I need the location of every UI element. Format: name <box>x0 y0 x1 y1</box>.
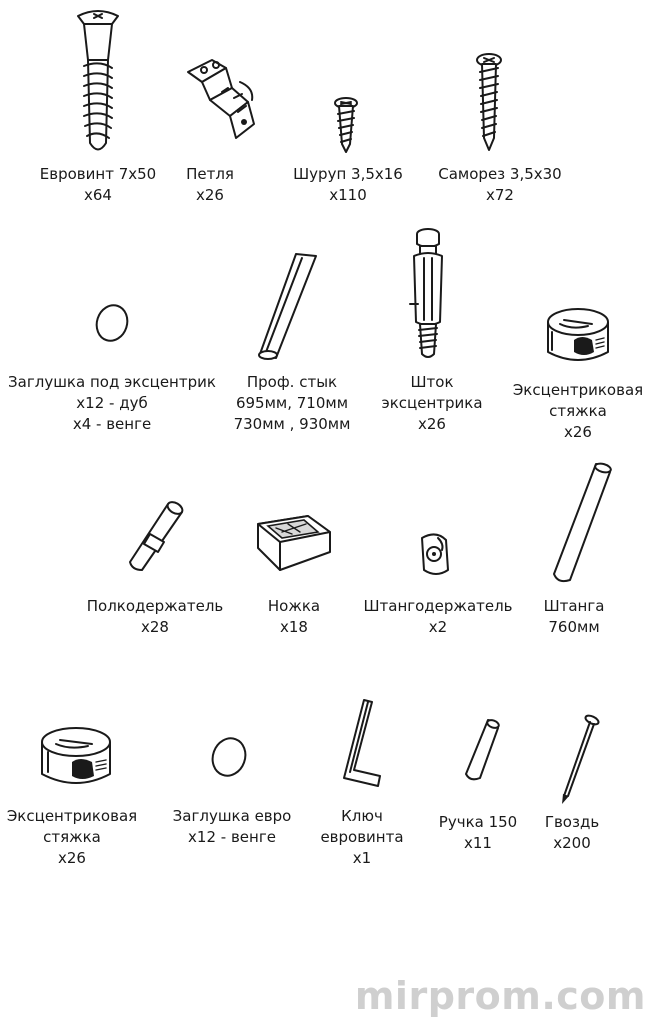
cam-lock-icon <box>542 304 614 368</box>
part-qty: х18 <box>280 618 308 636</box>
part-label: Ключ <box>341 807 383 825</box>
part-qty: х1 <box>352 849 372 867</box>
caption-styazhka-1 <box>513 380 643 443</box>
profile-joint-icon <box>256 248 326 364</box>
caption-shurup <box>293 164 403 206</box>
eccentric-rod-icon <box>404 222 452 362</box>
part-label: Шток <box>410 373 454 391</box>
part-label: Проф. стык <box>246 373 338 391</box>
cam-lock-icon <box>36 722 116 792</box>
part-qty: х11 <box>464 834 492 852</box>
part-label: Ручка 150 <box>438 813 518 831</box>
part-label: эксцентрика <box>381 394 483 412</box>
part-label: Заглушка под эксцентрик <box>8 373 216 391</box>
part-qty: х64 <box>84 186 112 204</box>
self-tapping-screw-icon <box>474 52 504 152</box>
hex-key-icon <box>334 696 390 792</box>
part-label: стяжка <box>549 402 607 420</box>
part-qty: х26 <box>196 186 224 204</box>
part-qty: х72 <box>486 186 514 204</box>
handle-icon <box>460 716 504 786</box>
wood-screw-icon <box>332 96 360 154</box>
part-label: Заглушка евро <box>172 807 292 825</box>
part-label: Штанга <box>543 597 605 615</box>
nail-icon <box>552 712 602 804</box>
caption-shtangoderzh <box>363 596 512 638</box>
caption-samorez <box>438 164 561 206</box>
part-detail: 695мм, 710мм <box>235 394 349 412</box>
caption-polkoderzh <box>87 596 224 638</box>
part-qty: х2 <box>428 618 448 636</box>
part-label: Эксцентриковая <box>6 807 138 825</box>
part-qty: х200 <box>553 834 591 852</box>
part-qty: х28 <box>141 618 169 636</box>
caption-gvozd <box>545 812 599 854</box>
part-qty: х26 <box>564 423 592 441</box>
caption-styazhka-2 <box>7 806 137 869</box>
caption-prof-styk <box>234 372 351 435</box>
caption-klyuch <box>320 806 403 869</box>
part-detail: 730мм , 930мм <box>233 415 351 433</box>
part-qty: 760мм <box>548 618 600 636</box>
part-qty: х26 <box>418 415 446 433</box>
part-qty: х12 - венге <box>188 828 276 846</box>
cap-plug-icon <box>208 734 250 780</box>
part-qty: х12 - дуб <box>76 394 148 412</box>
caption-zaglushka-ecc <box>8 372 216 435</box>
part-label: Полкодержатель <box>86 597 224 615</box>
caption-petlya <box>186 164 234 206</box>
watermark: mirprom.com <box>354 974 646 1018</box>
shelf-support-icon <box>124 498 190 574</box>
cap-plug-icon <box>92 302 132 344</box>
part-label: стяжка <box>43 828 101 846</box>
caption-shtanga <box>544 596 605 638</box>
part-label: Гвоздь <box>544 813 600 831</box>
caption-shtok <box>381 372 482 435</box>
part-label: Шуруп 3,5х16 <box>293 165 403 183</box>
part-label: Штангодержатель <box>363 597 513 615</box>
caption-zaglushka-euro <box>173 806 292 848</box>
hinge-icon <box>182 54 264 144</box>
rod-holder-icon <box>414 528 456 580</box>
part-label: Евровинт 7х50 <box>39 165 157 183</box>
caption-nozhka <box>268 596 320 638</box>
part-qty: х110 <box>329 186 367 204</box>
part-qty: х26 <box>58 849 86 867</box>
clothes-rod-icon <box>546 460 618 586</box>
part-label: Эксцентриковая <box>512 381 644 399</box>
part-label: евровинта <box>320 828 404 846</box>
caption-eurovint <box>40 164 156 206</box>
part-label: Саморез 3,5х30 <box>438 165 562 183</box>
part-label: Петля <box>186 165 234 183</box>
furniture-foot-icon <box>252 510 336 578</box>
caption-ruchka <box>439 812 517 854</box>
euro-screw-icon <box>72 8 124 158</box>
part-qty: х4 - венге <box>72 415 152 433</box>
part-label: Ножка <box>267 597 321 615</box>
